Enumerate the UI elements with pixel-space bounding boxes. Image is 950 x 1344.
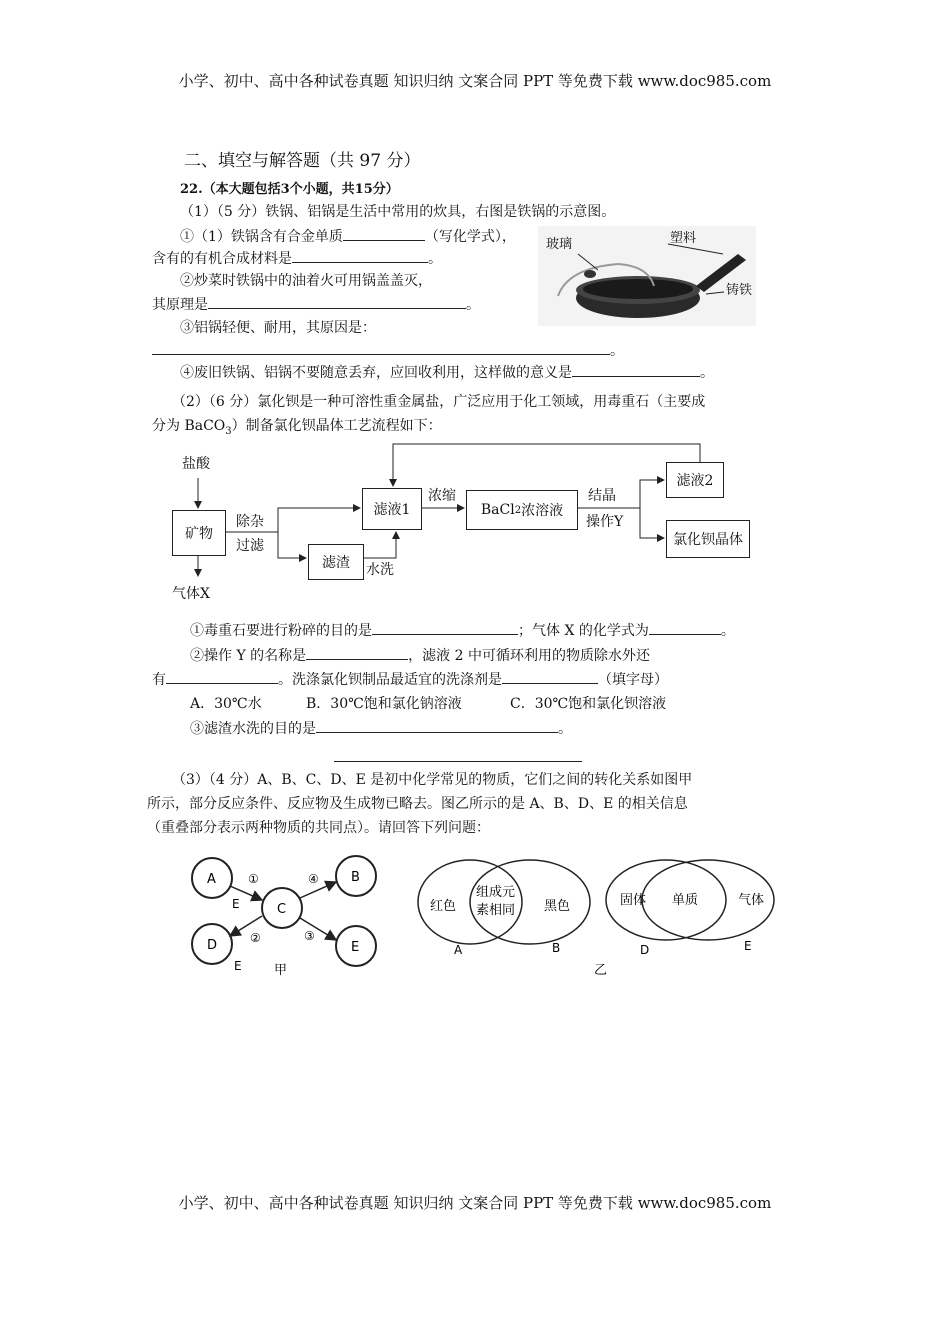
flow-label-gas-x: 气体X bbox=[172, 586, 210, 602]
venn-a-trait: 红色 bbox=[430, 899, 457, 914]
part3-line1: （3）（4 分）A、B、C、D、E 是初中化学常见的物质，它们之间的转化关系如图甲 bbox=[172, 772, 693, 788]
arrow-to-crystal bbox=[640, 508, 664, 538]
answer-blank-detergent[interactable] bbox=[502, 669, 598, 684]
answer-blank-crush-purpose[interactable] bbox=[372, 620, 518, 635]
flow-label-filter: 过滤 bbox=[236, 538, 264, 554]
edge-label-2: ② bbox=[250, 931, 261, 945]
part1-line2-text: 含有的有机合成材料是 bbox=[152, 251, 292, 267]
edge-label-e1: E bbox=[232, 897, 240, 911]
part1-line4 bbox=[152, 294, 480, 315]
venn-b-trait: 黑色 bbox=[544, 899, 571, 914]
flow-label-hcl: 盐酸 bbox=[182, 456, 210, 472]
part2-q3-mid: 。洗涤氯化钡制品最适宜的洗涤剂是 bbox=[278, 672, 502, 688]
flow-box-mineral: 矿物 bbox=[172, 510, 226, 556]
flow-label-operation-y: 操作Y bbox=[586, 514, 624, 530]
flow-bacl2-tail: 浓溶液 bbox=[521, 503, 564, 519]
flow-bacl2-sub: 2 bbox=[514, 504, 522, 516]
flow-box-filtrate1: 滤液1 bbox=[362, 488, 422, 530]
node-b-label: B bbox=[351, 870, 360, 885]
process-flow-chart bbox=[160, 440, 760, 610]
venn-d-trait: 固体 bbox=[620, 893, 647, 908]
part2-option-a: A．30℃水 bbox=[190, 696, 262, 712]
answer-blank-wash-purpose[interactable] bbox=[316, 718, 558, 733]
page-header: 小学、初中、高中各种试卷真题 知识归纳 文案合同 PPT 等免费下载 www.doc985.com bbox=[178, 72, 772, 90]
part2-q1 bbox=[190, 620, 735, 641]
question-22-heading: 22.（本大题包括3个小题，共15分） bbox=[180, 182, 399, 197]
flow-box-bacl2 bbox=[466, 490, 578, 530]
section-title: 二、填空与解答题（共 97 分） bbox=[184, 151, 421, 171]
part1-line1 bbox=[180, 226, 516, 247]
part1-line7-tail: 。 bbox=[700, 365, 714, 381]
venn-de-common: 单质 bbox=[672, 893, 699, 908]
edge-label-4: ④ bbox=[308, 872, 319, 886]
answer-blank-aluminum-reason[interactable] bbox=[152, 340, 610, 355]
answer-blank-operation-y[interactable] bbox=[306, 645, 408, 660]
diagram-yi bbox=[412, 854, 782, 978]
part1-line5: ③铝锅轻便、耐用，其原因是： bbox=[180, 320, 376, 336]
flow-box-residue: 滤渣 bbox=[308, 544, 364, 580]
frying-pan-illustration bbox=[538, 226, 756, 326]
part1-line6-tail: 。 bbox=[610, 343, 624, 359]
part1-line1-text: ①（1）铁锅含有合金单质 bbox=[180, 229, 343, 245]
part2-q4-tail: 。 bbox=[558, 721, 572, 737]
part2-q4 bbox=[190, 718, 572, 739]
edge-label-3: ③ bbox=[304, 929, 315, 943]
arrow-to-residue bbox=[278, 532, 306, 558]
flow-bacl2-formula: BaCl bbox=[480, 502, 515, 518]
diagram-yi-svg bbox=[412, 854, 782, 978]
iron-pointer bbox=[706, 292, 724, 294]
label-cast-iron: 铸铁 bbox=[726, 283, 753, 298]
venn-e-trait: 气体 bbox=[738, 893, 765, 908]
arrow-wash-to-filtrate1 bbox=[364, 532, 396, 558]
part2-q2 bbox=[190, 645, 650, 666]
part1-line2 bbox=[152, 248, 442, 269]
page-footer: 小学、初中、高中各种试卷真题 知识归纳 文案合同 PPT 等免费下载 www.doc985.com bbox=[178, 1194, 772, 1212]
part2-q3 bbox=[152, 669, 668, 690]
answer-blank-gas-formula[interactable] bbox=[649, 620, 721, 635]
flow-label-concentrate: 浓缩 bbox=[428, 488, 456, 504]
part2-q3-tail: （填字母） bbox=[598, 672, 668, 688]
part1-line6 bbox=[152, 340, 624, 361]
part1-line4-tail: 。 bbox=[466, 297, 480, 313]
part2-q2-text: ②操作 Y 的名称是 bbox=[190, 648, 307, 664]
part1-line4-text: 其原理是 bbox=[152, 297, 208, 313]
node-a-label: A bbox=[207, 872, 216, 887]
part1-line3: ②炒菜时铁锅中的油着火可用锅盖盖灭， bbox=[180, 273, 432, 289]
venn-label-d: D bbox=[640, 943, 650, 957]
edge-label-e2: E bbox=[234, 959, 242, 973]
part2-option-c: C．30℃饱和氯化钡溶液 bbox=[510, 696, 667, 712]
venn-ab-common-1: 组成元 bbox=[476, 885, 516, 900]
answer-blank-principle[interactable] bbox=[208, 294, 466, 309]
part2-intro-formula: 分为 BaCO bbox=[152, 418, 226, 434]
part2-q4-text: ③滤渣水洗的目的是 bbox=[190, 721, 316, 737]
part2-intro-line1: （2）（6 分）氯化钡是一种可溶性重金属盐，广泛应用于化工领域，用毒重石（主要成 bbox=[172, 394, 706, 410]
label-glass: 玻璃 bbox=[546, 237, 573, 252]
frying-pan-figure bbox=[538, 226, 756, 326]
part1-intro: （1）（5 分）铁锅、铝锅是生活中常用的炊具，右图是铁锅的示意图。 bbox=[180, 204, 616, 220]
venn-label-a: A bbox=[454, 943, 463, 957]
node-e-label: E bbox=[351, 940, 360, 955]
answer-blank-organic-material[interactable] bbox=[292, 248, 428, 263]
node-c-label: C bbox=[277, 902, 287, 917]
venn-ab-common-2: 素相同 bbox=[476, 903, 516, 918]
glass-pointer bbox=[578, 254, 598, 270]
part1-line2-tail: 。 bbox=[428, 251, 442, 267]
venn-b bbox=[470, 860, 590, 944]
answer-blank-wash-purpose-line2[interactable] bbox=[334, 761, 582, 762]
answer-blank-alloy[interactable] bbox=[343, 226, 425, 241]
node-d-label: D bbox=[207, 938, 218, 953]
flow-label-remove: 除杂 bbox=[236, 514, 264, 530]
diagram-jia-caption: 甲 bbox=[274, 963, 288, 978]
part3-line2: 所示，部分反应条件、反应物及生成物已略去。图乙所示的是 A、B、D、E 的相关信息 bbox=[147, 796, 688, 812]
part1-line7-text: ④废旧铁锅、铝锅不要随意丢弃，应回收利用，这样做的意义是 bbox=[180, 365, 572, 381]
pan-inner bbox=[583, 279, 693, 299]
flow-label-crystallize: 结晶 bbox=[588, 488, 616, 504]
part1-line1-tail: （写化学式）， bbox=[424, 229, 516, 245]
lid-knob bbox=[584, 270, 596, 278]
diagram-jia bbox=[186, 852, 386, 978]
part2-option-b: B．30℃饱和氯化钠溶液 bbox=[306, 696, 462, 712]
part2-intro-line2 bbox=[152, 416, 442, 442]
answer-blank-recyclable[interactable] bbox=[166, 669, 278, 684]
venn-label-e: E bbox=[744, 939, 752, 953]
part3-line3: （重叠部分表示两种物质的共同点）。请回答下列问题： bbox=[147, 820, 490, 836]
edge-label-1: ① bbox=[248, 872, 259, 886]
flow-box-filtrate2: 滤液2 bbox=[666, 462, 724, 498]
flow-box-bacl2-crystal: 氯化钡晶体 bbox=[666, 520, 750, 558]
label-plastic: 塑料 bbox=[670, 231, 697, 246]
venn-label-b: B bbox=[552, 941, 561, 955]
part2-intro-tail: ）制备氯化钡晶体工艺流程如下： bbox=[231, 418, 442, 434]
flow-label-wash: 水洗 bbox=[366, 562, 394, 578]
answer-blank-recycling-meaning[interactable] bbox=[572, 362, 700, 377]
part2-q3-text: 有 bbox=[152, 672, 166, 688]
part2-q1-text: ①毒重石要进行粉碎的目的是 bbox=[190, 623, 372, 639]
part2-intro-formula-sub: 3 bbox=[225, 425, 232, 437]
diagram-yi-caption: 乙 bbox=[594, 963, 608, 978]
part2-q1-tail: 。 bbox=[720, 623, 735, 639]
part2-q1-mid: ；气体 X 的化学式为 bbox=[518, 623, 649, 639]
part2-q2-tail: ，滤液 2 中可循环利用的物质除水外还 bbox=[408, 648, 650, 664]
part1-line7 bbox=[180, 362, 714, 383]
diagram-jia-svg bbox=[186, 852, 386, 978]
